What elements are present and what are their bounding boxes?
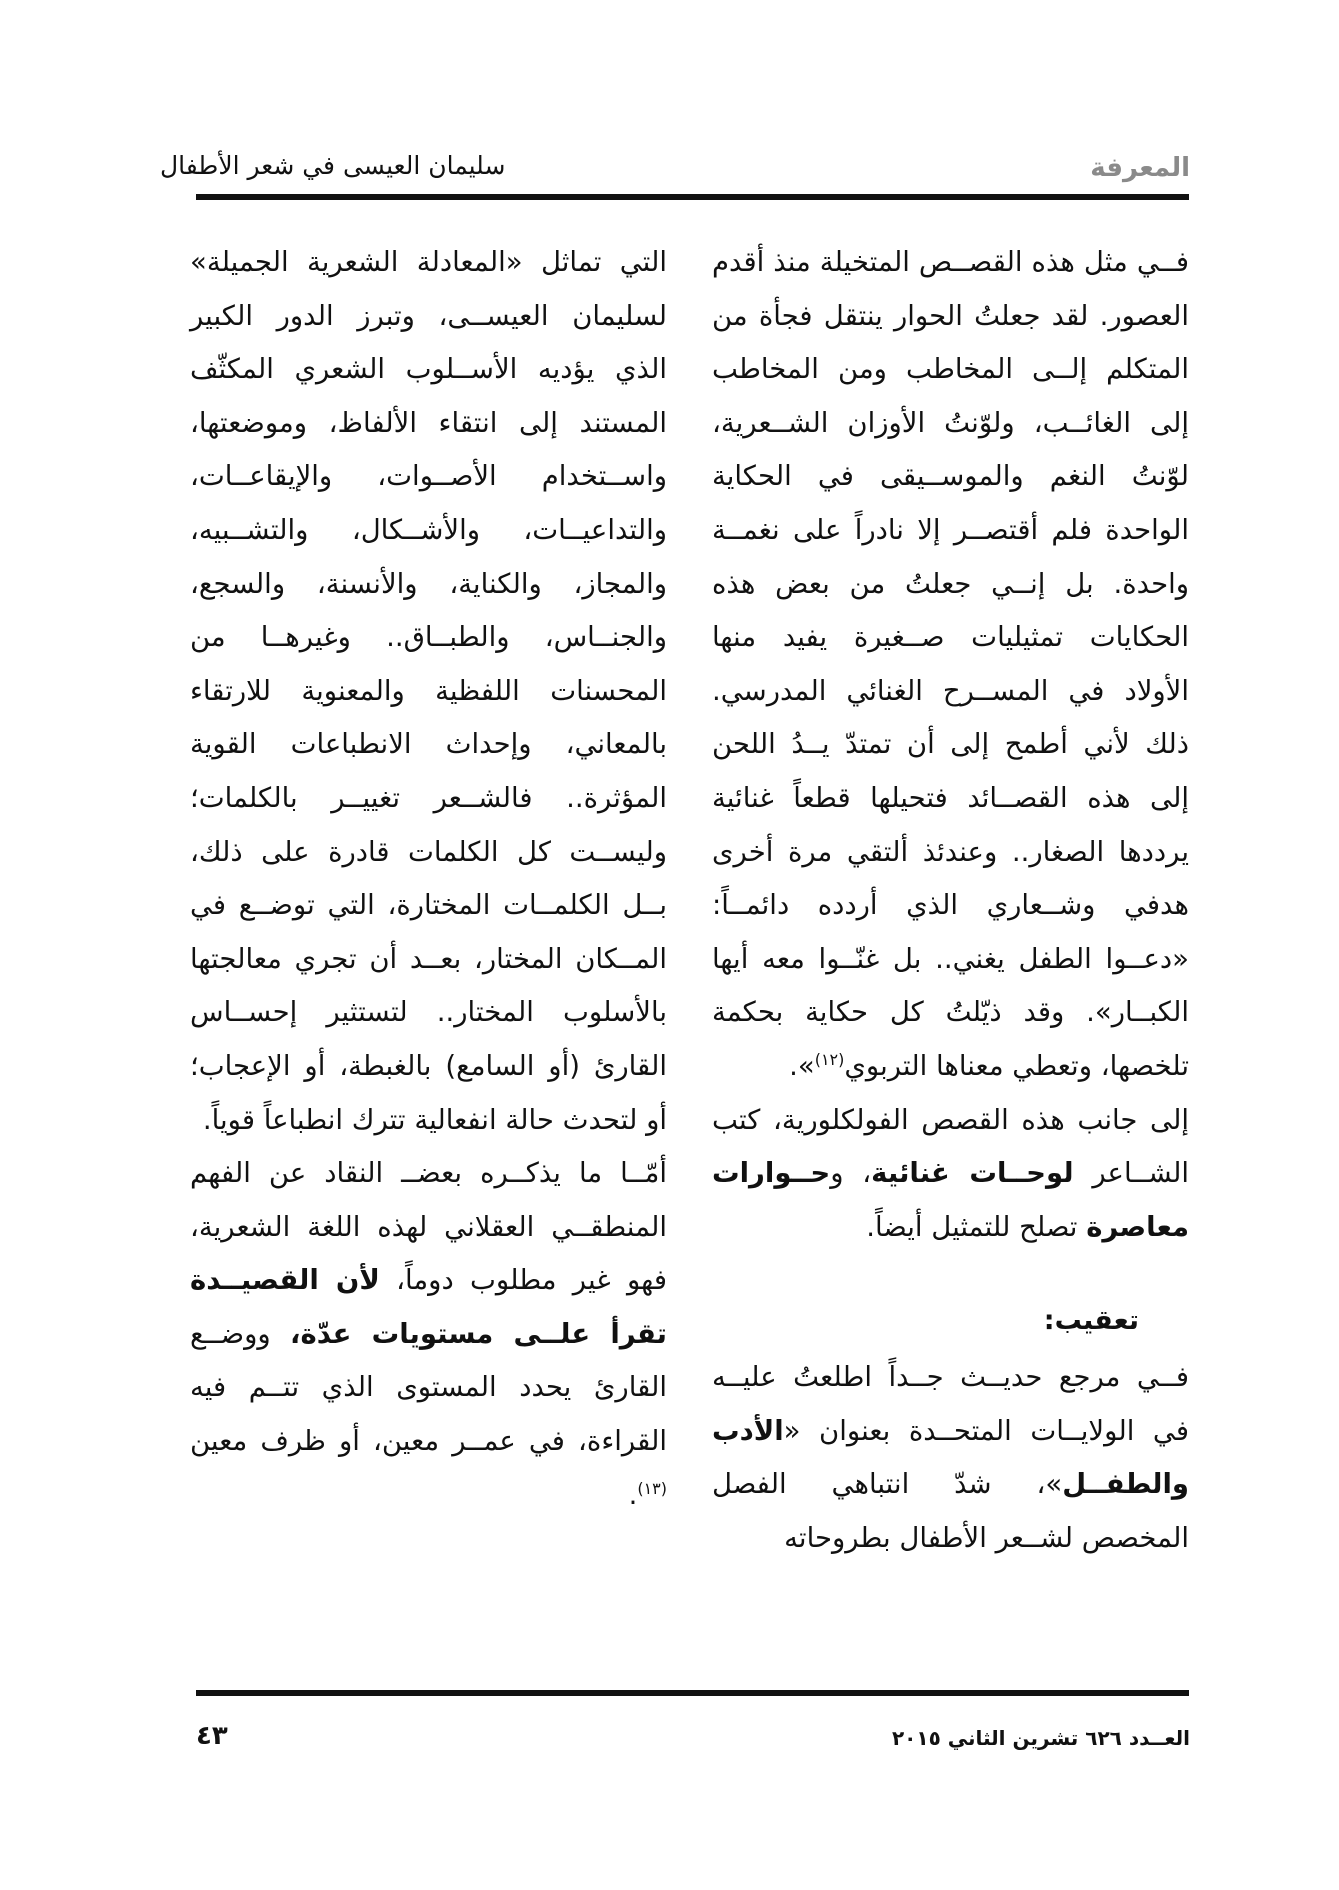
footnote-ref: (١٢) — [814, 1049, 845, 1069]
paragraph — [712, 236, 1189, 1094]
bold-phrase: لوحــات غنائية — [871, 1157, 1074, 1190]
paragraph-text: أمّــا ما يذكــره بعضــ النقاد عن الفهم المنطقــي العقلاني لهذه اللغة الشعرية، فهو غير مطلوب دوماً، — [190, 1157, 667, 1297]
paragraph-text: فــي مثل هذه القصــص المتخيلة منذ أقدم العصور. لقد جعلتُ الحوار ينتقل فجأة من المتكلم إلــى المخاطب ومن المخاطب إلى الغائــب، ولوّنتُ الأوزان الشــعرية، لوّنتُ النغم والموســيقى في الحكاية الواحدة فلم أقتصــر إلا نادراً على نغمــة واحدة. بل إنــي جعلتُ من بعض هذه الحكايات تمثيليات صــغيرة يفيد منها الأولاد في المســرح الغنائي المدرسي. ذلك لأني أطمح إلى أن تمتدّ يــدُ اللحن إلى هذه القصــائد فتحيلها قطعاً غنائية يرددها الصغار.. وعندئذ ألتقي مرة أخرى هدفي وشــعاري الذي أردده دائمــاً: «دعــوا الطفل يغني.. بل غنّــوا معه أيها الكبــار». وقد ذيّلتُ كل حكاية بحكمة تلخصها، وتعطي معناها التربوي — [712, 246, 1189, 1082]
paragraph — [712, 1094, 1189, 1255]
bold-phrase: لأن القصيــدة تقرأ علــى مستويات عدّة، — [190, 1264, 668, 1350]
footer-rule — [196, 1690, 1189, 1696]
paragraph-text: فــي مرجع حديــث جــداً اطلعتُ عليــه في الولايــات المتحــدة بعنوان « — [712, 1361, 1189, 1447]
paragraph-text: ، و — [830, 1157, 872, 1190]
paragraph: التي تماثل «المعادلة الشعرية الجميلة» لسليمان العيســى، وتبرز الدور الكبير الذي يؤديه الأســلوب الشعري المكثّف المستند إلى انتقاء الألفاظ، وموضعتها، واســتخدام الأصــوات، والإيقاعــات، والتداعيــات، والأشــكال، والتشــبيه، والمجاز، والكناية، والأنسنة، والسجع، والجنــاس، والطبــاق.. وغيرهــا من المحسنات اللفظية والمعنوية للارتقاء بالمعاني، وإحداث الانطباعات القوية المؤثرة.. فالشــعر تغييــر بالكلمات؛ وليســت كل الكلمات قادرة على ذلك، بــل الكلمــات المختارة، التي توضــع في المــكان المختار، بعــد أن تجري معالجتها بالأسلوب المختار.. لتستثير إحســاس القارئ (أو السامع) بالغبطة، أو الإعجاب؛ أو لتحدث حالة انفعالية تترك انطباعاً قوياً. — [190, 246, 667, 1136]
paragraph-text: تصلح للتمثيل أيضاً. — [866, 1210, 1087, 1243]
paragraph — [190, 1147, 667, 1522]
section-heading: تعقيب: — [1043, 1305, 1139, 1337]
footnote-ref: (١٣) — [637, 1478, 667, 1498]
magazine-logo: المعرفة — [1090, 153, 1190, 183]
left-column — [190, 236, 667, 1522]
running-header-title: سليمان العيسى في شعر الأطفال — [160, 151, 506, 180]
right-column — [712, 236, 1189, 1566]
paragraph-text: . — [628, 1478, 638, 1511]
page-number: ٤٣ — [196, 1721, 228, 1751]
issue-info: العــدد ٦٢٦ تشرين الثاني ٢٠١٥ — [891, 1726, 1190, 1750]
spacer — [712, 1254, 1189, 1291]
paragraph-text: »، شدّ انتباهي الفصل المخصص لشــعر الأطفال بطروحاته — [712, 1468, 1189, 1555]
paragraph-text: إلى جانب هذه القصص الفولكلورية، كتب الشــاعر — [712, 1103, 1189, 1190]
paragraph-text: ». — [789, 1049, 815, 1082]
paragraph — [712, 1351, 1189, 1565]
book-title: الأدب والطفــل — [712, 1414, 1189, 1501]
header-rule — [196, 194, 1189, 200]
paragraph-text: ووضــع القارئ يحدد المستوى الذي تتــم فيه القراءة، في عمــر معين، أو ظرف معين — [190, 1317, 667, 1458]
bold-phrase: حــوارات معاصرة — [712, 1157, 1189, 1243]
